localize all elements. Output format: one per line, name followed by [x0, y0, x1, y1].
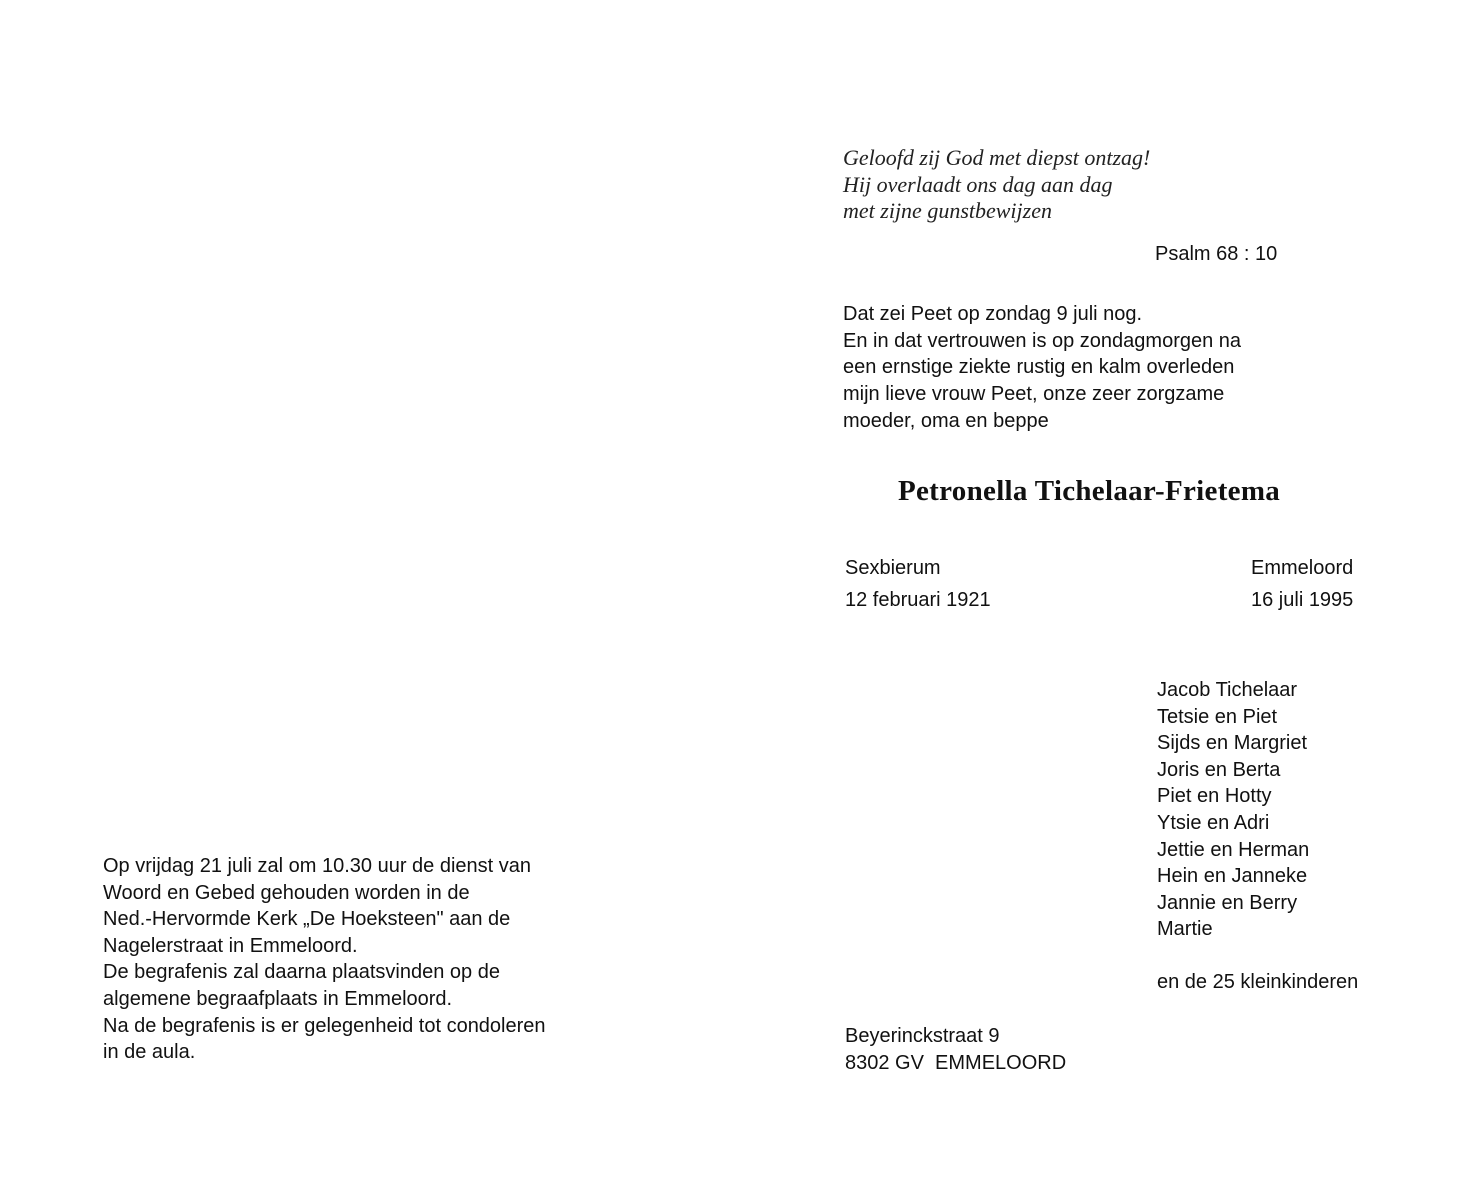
address-street: Beyerinckstraat 9: [845, 1025, 1000, 1047]
announcement-line: moeder, oma en beppe: [843, 409, 1049, 432]
death-place: Emmeloord: [1251, 557, 1354, 579]
family-member: Martie: [1157, 918, 1213, 941]
family-member: Jannie en Berry: [1157, 891, 1298, 914]
announcement-line: een ernstige ziekte rustig en kalm overleden: [843, 356, 1235, 379]
psalm-line: met zijne gunstbewijzen: [843, 198, 1052, 223]
family-member: Joris en Berta: [1157, 758, 1281, 781]
home-address: [845, 1023, 1066, 1076]
service-details: [103, 853, 546, 1066]
psalm-line: Geloofd zij God met diepst ontzag!: [843, 145, 1151, 170]
deceased-name: Petronella Tichelaar-Frietema: [898, 475, 1281, 507]
service-line: Nagelerstraat in Emmeloord.: [103, 934, 358, 957]
family-member: Piet en Hotty: [1157, 785, 1272, 808]
service-line: Woord en Gebed gehouden worden in de: [103, 881, 470, 904]
family-member: Ytsie en Adri: [1157, 811, 1270, 834]
family-member: Jacob Tichelaar: [1157, 679, 1298, 701]
address-postal-city: 8302 GV EMMELOORD: [845, 1051, 1067, 1074]
announcement-text: [843, 301, 1241, 435]
family-member: Hein en Janneke: [1157, 865, 1308, 888]
service-line: Na de begrafenis is er gelegenheid tot condoleren: [103, 1014, 546, 1037]
death-info: [1251, 552, 1353, 616]
psalm-reference: Psalm 68 : 10: [1155, 243, 1278, 265]
announcement-line: En in dat vertrouwen is op zondagmorgen na: [843, 329, 1242, 352]
family-list: [1157, 677, 1309, 943]
service-line: algemene begraafplaats in Emmeloord.: [103, 987, 453, 1010]
family-member: Sijds en Margriet: [1157, 732, 1308, 755]
death-date: 16 juli 1995: [1251, 589, 1354, 611]
family-member: Tetsie en Piet: [1157, 705, 1278, 728]
birth-place: Sexbierum: [845, 557, 941, 579]
service-line: Ned.-Hervormde Kerk „De Hoeksteen" aan de: [103, 908, 511, 931]
family-member: Jettie en Herman: [1157, 838, 1310, 861]
birth-info: [845, 552, 991, 616]
announcement-line: mijn lieve vrouw Peet, onze zeer zorgzame: [843, 383, 1225, 406]
psalm-quote: [843, 145, 1150, 225]
service-line: in de aula.: [103, 1041, 196, 1064]
psalm-line: Hij overlaadt ons dag aan dag: [843, 171, 1113, 197]
birth-date: 12 februari 1921: [845, 589, 991, 611]
announcement-line: Dat zei Peet op zondag 9 juli nog.: [843, 303, 1143, 325]
service-line: Op vrijdag 21 juli zal om 10.30 uur de dienst van: [103, 855, 532, 877]
service-line: De begrafenis zal daarna plaatsvinden op de: [103, 961, 500, 984]
grandchildren-line: en de 25 kleinkinderen: [1157, 971, 1359, 993]
